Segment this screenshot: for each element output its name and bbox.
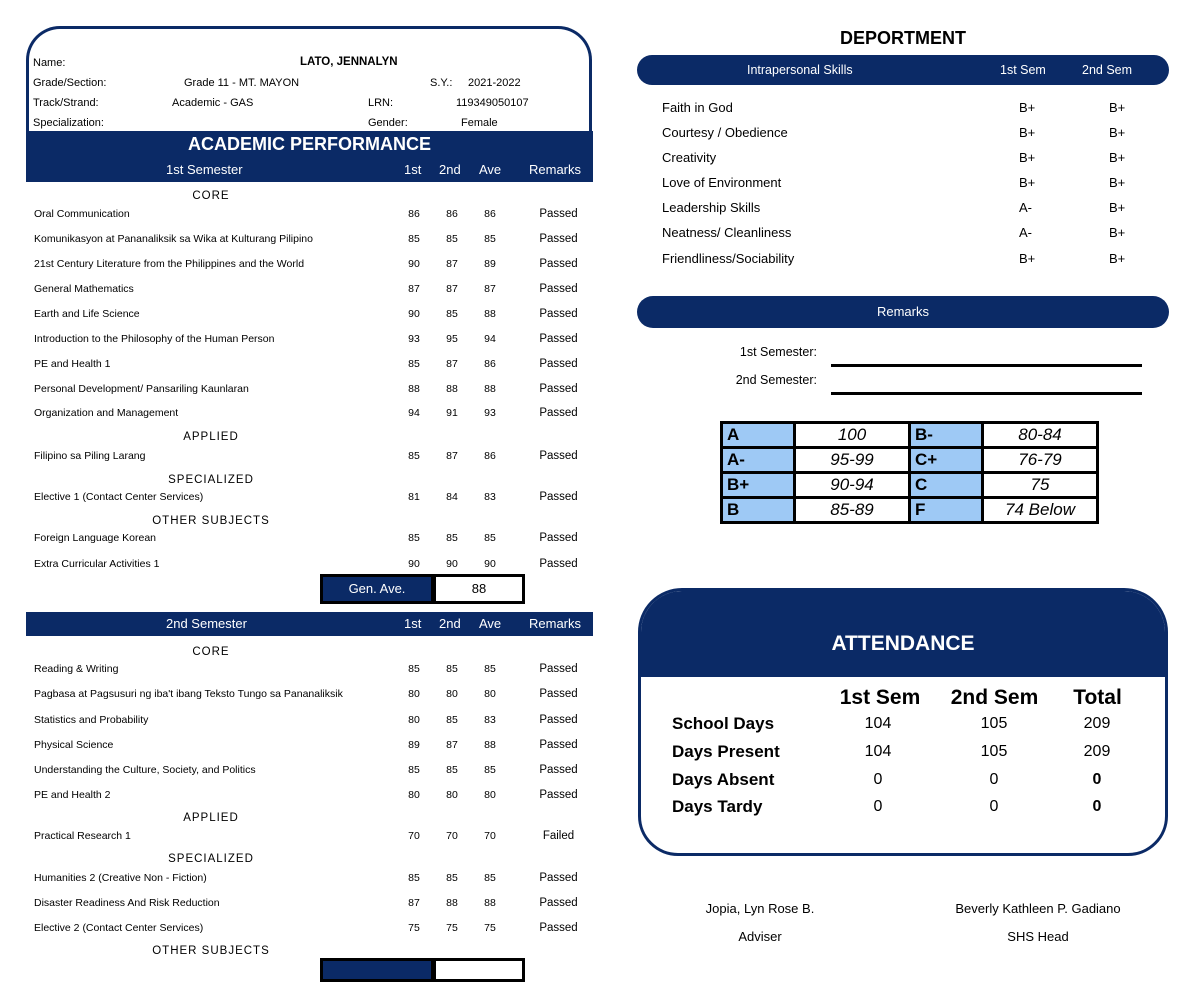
subject-name: Statistics and Probability (34, 714, 149, 726)
col-2nd-sem: 2nd Sem (1082, 63, 1133, 77)
track-label: Track/Strand: (33, 97, 99, 109)
scale-range: 75 (983, 473, 1098, 498)
head-title: SHS Head (1007, 929, 1069, 944)
sem2-applied-label: APPLIED (183, 812, 239, 824)
table-row (26, 762, 593, 778)
col-skill: Intrapersonal Skills (747, 63, 853, 77)
lrn-value: 119349050107 (456, 97, 529, 109)
table-row (26, 556, 593, 572)
academic-performance-title: ACADEMIC PERFORMANCE (26, 131, 593, 158)
sem2-rating: B+ (1109, 251, 1126, 266)
sem2-rating: B+ (1109, 125, 1126, 140)
grade-ave: 83 (484, 491, 496, 503)
grade-1st: 90 (408, 258, 420, 270)
grade-1st: 85 (408, 764, 420, 776)
adviser-title: Adviser (738, 929, 782, 944)
grade-1st: 80 (408, 688, 420, 700)
grade-ave: 86 (484, 208, 496, 220)
name-label: Name: (33, 57, 66, 69)
subject-name: Reading & Writing (34, 663, 119, 675)
subject-name: PE and Health 1 (34, 358, 111, 370)
table-row (26, 489, 593, 505)
grade-2nd: 80 (446, 688, 458, 700)
table-row (26, 870, 593, 886)
scale-row (722, 448, 1098, 473)
subject-name: Elective 2 (Contact Center Services) (34, 922, 204, 934)
skill-name: Friendliness/Sociability (662, 251, 795, 266)
head-name: Beverly Kathleen P. Gadiano (955, 901, 1121, 916)
skill-name: Creativity (662, 150, 717, 165)
gender-value: Female (461, 117, 498, 129)
attendance-label: Days Tardy (672, 797, 763, 816)
grade-2nd: 85 (446, 764, 458, 776)
sem1-other-label: OTHER SUBJECTS (152, 515, 270, 527)
col-2nd: 2nd (439, 162, 461, 177)
sem2-header (26, 612, 593, 636)
grade-remarks: Passed (539, 358, 578, 370)
grade-remarks: Passed (539, 897, 578, 909)
grade-ave: 89 (484, 258, 496, 270)
grade-ave: 75 (484, 922, 496, 934)
school-year: 2021-2022 (468, 77, 521, 89)
grade-remarks: Passed (539, 558, 578, 570)
subject-name: Earth and Life Science (34, 308, 140, 320)
attendance-sem2: 105 (980, 715, 1008, 732)
sem2-rating: B+ (1109, 100, 1126, 115)
sem1-specialized-label: SPECIALIZED (168, 474, 254, 486)
attendance-sem1: 104 (864, 743, 892, 760)
table-row (26, 256, 593, 272)
table-row (26, 206, 593, 222)
table-row (26, 405, 593, 421)
remarks-sem1-line (831, 364, 1142, 367)
scale-range: 76-79 (983, 448, 1098, 473)
scale-range: 85-89 (795, 498, 910, 523)
deportment-row (662, 148, 1162, 168)
scale-range: 74 Below (983, 498, 1098, 523)
grade-2nd: 88 (446, 897, 458, 909)
scale-row (722, 473, 1098, 498)
grade-2nd: 84 (446, 491, 458, 503)
table-row (26, 331, 593, 347)
grade-2nd: 91 (446, 407, 458, 419)
attendance-label: Days Present (672, 742, 780, 761)
grading-scale-table (720, 421, 1099, 524)
sem2-gen-ave-value-box (433, 958, 525, 982)
subject-name: Filipino sa Piling Larang (34, 450, 146, 462)
table-row (26, 737, 593, 753)
sem1-rating: A- (1019, 200, 1032, 215)
table-row (26, 448, 593, 464)
table-row (26, 231, 593, 247)
attendance-title: ATTENDANCE (641, 591, 1165, 677)
scale-grade: B+ (722, 473, 795, 498)
table-row (26, 895, 593, 911)
subject-name: Personal Development/ Pansariling Kaunlaran (34, 383, 249, 395)
grade-2nd: 87 (446, 283, 458, 295)
remarks-header: Remarks (637, 296, 1169, 328)
grade-2nd: 85 (446, 233, 458, 245)
grade-1st: 90 (408, 308, 420, 320)
grade-ave: 88 (484, 897, 496, 909)
sem2-other-label: OTHER SUBJECTS (152, 945, 270, 957)
gender-label: Gender: (368, 117, 408, 129)
grade-2nd: 95 (446, 333, 458, 345)
grade-1st: 80 (408, 714, 420, 726)
att-col-2nd: 2nd Sem (950, 686, 1039, 709)
attendance-sem2: 105 (980, 743, 1008, 760)
scale-range: 80-84 (983, 423, 1098, 448)
table-row (26, 686, 593, 702)
grade-2nd: 87 (446, 358, 458, 370)
grade-remarks: Passed (539, 532, 578, 544)
grade-remarks: Passed (539, 450, 578, 462)
grade-remarks: Passed (539, 739, 578, 751)
col-ave: Ave (479, 162, 502, 177)
grade-2nd: 85 (446, 532, 458, 544)
subject-name: General Mathematics (34, 283, 134, 295)
grade-ave: 85 (484, 532, 496, 544)
grade-2nd: 87 (446, 739, 458, 751)
grade-ave: 80 (484, 789, 496, 801)
subject-name: Practical Research 1 (34, 830, 131, 842)
deportment-row (662, 223, 1162, 243)
grade-ave: 83 (484, 714, 496, 726)
grade-1st: 85 (408, 663, 420, 675)
sem2-specialized-label: SPECIALIZED (168, 853, 254, 865)
grade-2nd: 88 (446, 383, 458, 395)
scale-row (722, 423, 1098, 448)
skill-name: Neatness/ Cleanliness (662, 225, 792, 240)
grade-remarks: Passed (539, 383, 578, 395)
subject-name: Pagbasa at Pagsusuri ng iba't ibang Teksto Tungo sa Pananaliksik (34, 688, 343, 700)
grade-remarks: Failed (542, 830, 575, 842)
sem1-header (26, 158, 593, 182)
grade-remarks: Passed (539, 789, 578, 801)
subject-name: Foreign Language Korean (34, 532, 157, 544)
sem1-applied-label: APPLIED (183, 431, 239, 443)
student-name: LATO, JENNALYN (300, 56, 398, 68)
remarks-sem2-line (831, 392, 1142, 395)
grade-1st: 85 (408, 532, 420, 544)
table-row (26, 787, 593, 803)
remarks-sem2-label: 2nd Semester: (735, 373, 817, 387)
table-row (26, 381, 593, 397)
subject-name: Oral Communication (34, 208, 130, 220)
scale-grade: C+ (910, 448, 983, 473)
attendance-total: 209 (1083, 715, 1111, 732)
grade-ave: 85 (484, 764, 496, 776)
grade-remarks: Passed (539, 308, 578, 320)
grade-remarks: Passed (539, 208, 578, 220)
attendance-total: 0 (1092, 771, 1102, 788)
deportment-row (662, 123, 1162, 143)
col-ave: Ave (479, 616, 502, 631)
subject-name: Understanding the Culture, Society, and Politics (34, 764, 256, 776)
sem1-rating: B+ (1019, 100, 1036, 115)
grade-remarks: Passed (539, 764, 578, 776)
sem1-rating: B+ (1019, 251, 1036, 266)
grade-remarks: Passed (539, 491, 578, 503)
grade-1st: 86 (408, 208, 420, 220)
grade-1st: 70 (408, 830, 420, 842)
gen-ave-value: 88 (433, 574, 525, 604)
table-row (26, 356, 593, 372)
sem1-core-label: CORE (192, 190, 230, 202)
col-1st-sem: 1st Sem (1000, 63, 1046, 77)
sem2-gen-ave-label-box (320, 958, 434, 982)
subject-name: Humanities 2 (Creative Non - Fiction) (34, 872, 207, 884)
table-row (26, 661, 593, 677)
skill-name: Leadership Skills (662, 200, 761, 215)
deportment-row (662, 249, 1162, 269)
grade-2nd: 86 (446, 208, 458, 220)
deportment-row (662, 98, 1162, 118)
grade-ave: 88 (484, 383, 496, 395)
col-1st: 1st (404, 616, 422, 631)
adviser-name: Jopia, Lyn Rose B. (705, 901, 815, 916)
grade-1st: 85 (408, 358, 420, 370)
sem1-rating: B+ (1019, 150, 1036, 165)
deportment-title: DEPORTMENT (840, 28, 966, 48)
grade-ave: 85 (484, 872, 496, 884)
scale-grade: B- (910, 423, 983, 448)
attendance-sem1: 104 (864, 715, 892, 732)
grade-2nd: 85 (446, 308, 458, 320)
grade-2nd: 87 (446, 258, 458, 270)
sem1-rating: B+ (1019, 125, 1036, 140)
scale-range: 95-99 (795, 448, 910, 473)
grade-ave: 85 (484, 663, 496, 675)
attendance-total: 209 (1083, 743, 1111, 760)
scale-grade: A (722, 423, 795, 448)
grade-1st: 85 (408, 233, 420, 245)
grade-2nd: 87 (446, 450, 458, 462)
grade-remarks: Passed (539, 688, 578, 700)
attendance-sem2: 0 (989, 771, 999, 788)
grade-1st: 87 (408, 283, 420, 295)
grade-remarks: Passed (539, 233, 578, 245)
grade-1st: 81 (408, 491, 420, 503)
grade-1st: 94 (408, 407, 420, 419)
col-2nd: 2nd (439, 616, 461, 631)
grade-ave: 90 (484, 558, 496, 570)
grade-1st: 85 (408, 872, 420, 884)
subject-name: Introduction to the Philosophy of the Human Person (34, 333, 275, 345)
scale-grade: F (910, 498, 983, 523)
remarks-sem1-label: 1st Semester: (739, 345, 817, 359)
sem1-rating: B+ (1019, 175, 1036, 190)
skill-name: Courtesy / Obedience (662, 125, 788, 140)
grade-1st: 93 (408, 333, 420, 345)
grade-ave: 88 (484, 308, 496, 320)
grade-ave: 70 (484, 830, 496, 842)
subject-name: Elective 1 (Contact Center Services) (34, 491, 204, 503)
col-remarks: Remarks (529, 162, 582, 177)
lrn-label: LRN: (368, 97, 394, 109)
grade-1st: 90 (408, 558, 420, 570)
subject-name: Extra Curricular Activities 1 (34, 558, 160, 570)
grade-remarks: Passed (539, 283, 578, 295)
grade-ave: 86 (484, 358, 496, 370)
table-row (26, 306, 593, 322)
scale-row (722, 498, 1098, 523)
subject-name: Disaster Readiness And Risk Reduction (34, 897, 220, 909)
grade-label: Grade/Section: (33, 77, 107, 89)
grade-ave: 87 (484, 283, 496, 295)
grade-1st: 88 (408, 383, 420, 395)
sem1-rating: A- (1019, 225, 1032, 240)
grade-remarks: Passed (539, 872, 578, 884)
grade-ave: 86 (484, 450, 496, 462)
grade-2nd: 85 (446, 663, 458, 675)
sem2-core-label: CORE (192, 646, 230, 658)
scale-range: 90-94 (795, 473, 910, 498)
attendance-label: School Days (672, 714, 775, 733)
table-row (26, 828, 593, 844)
specialization-label: Specialization: (33, 117, 104, 129)
grade-2nd: 80 (446, 789, 458, 801)
att-col-total: Total (1073, 686, 1122, 709)
table-row (26, 281, 593, 297)
grade-remarks: Passed (539, 663, 578, 675)
skill-name: Faith in God (662, 100, 733, 115)
subject-name: Organization and Management (34, 407, 179, 419)
attendance-sem1: 0 (873, 798, 883, 815)
sem2-rating: B+ (1109, 150, 1126, 165)
scale-grade: A- (722, 448, 795, 473)
col-remarks: Remarks (529, 616, 582, 631)
grade-ave: 80 (484, 688, 496, 700)
attendance-label: Days Absent (672, 770, 775, 789)
sem2-title: 2nd Semester (166, 616, 247, 631)
grade-2nd: 75 (446, 922, 458, 934)
grade-remarks: Passed (539, 922, 578, 934)
grade-ave: 85 (484, 233, 496, 245)
attendance-total: 0 (1092, 798, 1102, 815)
grade-remarks: Passed (539, 258, 578, 270)
track-strand: Academic - GAS (172, 97, 254, 109)
grade-2nd: 90 (446, 558, 458, 570)
grade-ave: 93 (484, 407, 496, 419)
grade-remarks: Passed (539, 714, 578, 726)
gen-ave-label: Gen. Ave. (320, 574, 434, 604)
col-1st: 1st (404, 162, 422, 177)
grade-2nd: 85 (446, 872, 458, 884)
table-row (26, 712, 593, 728)
attendance-sem2: 0 (989, 798, 999, 815)
grade-remarks: Passed (539, 407, 578, 419)
deportment-header (637, 55, 1169, 85)
subject-name: 21st Century Literature from the Philippines and the World (34, 258, 305, 270)
deportment-row (662, 173, 1162, 193)
attendance-sem1: 0 (873, 771, 883, 788)
grade-2nd: 70 (446, 830, 458, 842)
grade-1st: 87 (408, 897, 420, 909)
scale-grade: B (722, 498, 795, 523)
sem2-rating: B+ (1109, 175, 1126, 190)
grade-remarks: Passed (539, 333, 578, 345)
table-row (26, 920, 593, 936)
sy-label: S.Y.: (430, 77, 453, 89)
grade-1st: 85 (408, 450, 420, 462)
scale-range: 100 (795, 423, 910, 448)
grade-ave: 94 (484, 333, 496, 345)
subject-name: Physical Science (34, 739, 114, 751)
table-row (26, 530, 593, 546)
sem2-rating: B+ (1109, 225, 1126, 240)
sem2-rating: B+ (1109, 200, 1126, 215)
deportment-row (662, 198, 1162, 218)
scale-grade: C (910, 473, 983, 498)
att-col-1st: 1st Sem (839, 686, 921, 709)
skill-name: Love of Environment (662, 175, 782, 190)
sem1-title: 1st Semester (166, 162, 243, 177)
subject-name: Komunikasyon at Pananaliksik sa Wika at Kulturang Pilipino (34, 233, 313, 245)
grade-1st: 80 (408, 789, 420, 801)
grade-ave: 88 (484, 739, 496, 751)
grade-2nd: 85 (446, 714, 458, 726)
grade-section: Grade 11 - MT. MAYON (184, 77, 300, 89)
subject-name: PE and Health 2 (34, 789, 111, 801)
grade-1st: 89 (408, 739, 420, 751)
grade-1st: 75 (408, 922, 420, 934)
